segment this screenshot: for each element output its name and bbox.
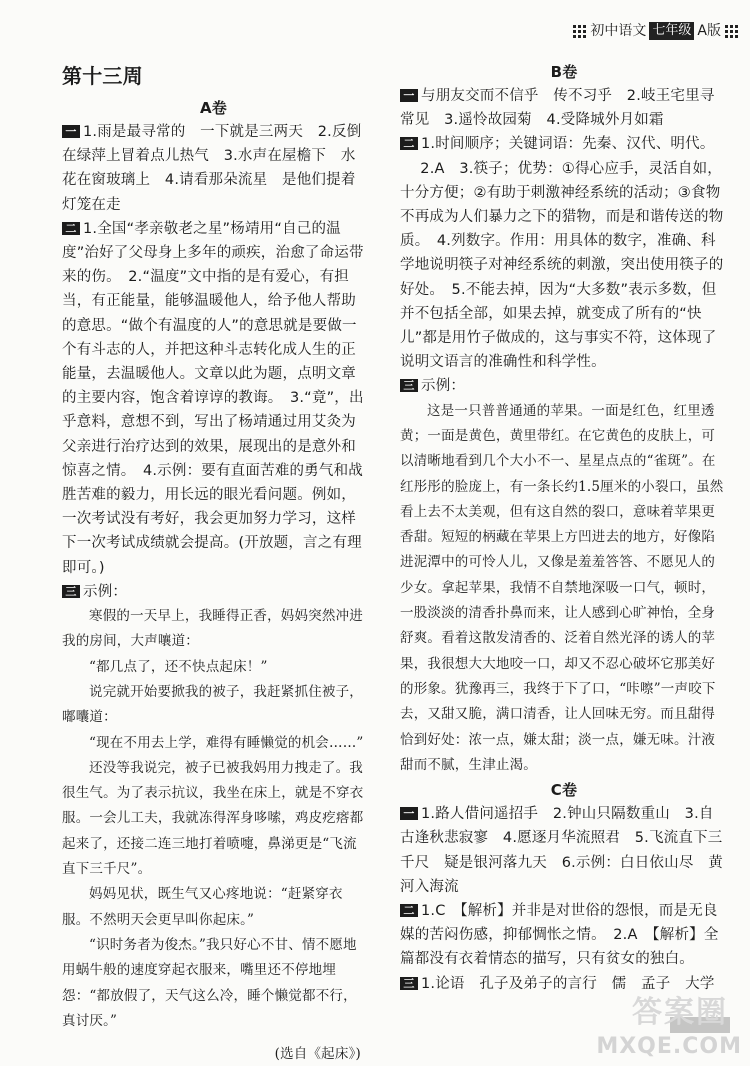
volume-a-title: A卷 xyxy=(199,99,227,117)
header-edition: A版 xyxy=(697,23,721,39)
answer-section-c2 xyxy=(400,899,728,972)
essay-paragraph: 妈妈见状，既生气又心疼地说：“赶紧穿衣服。不然明天会更早叫你起床。” xyxy=(62,886,343,928)
answer-section-2 xyxy=(62,217,365,580)
watermark xyxy=(570,995,750,1065)
essay-paragraph: 说完就开始要掀我的被子，我赶紧抓住被子，嘟囔道： xyxy=(62,683,363,726)
answer-label: 示例： xyxy=(83,583,128,600)
section-number-badge: 三 xyxy=(62,585,80,598)
answer-text-cont: 2.A 3.筷子；优势：①得心应手，灵活自如，十分方便；②有助于刺激神经系统的活动；③食物不再成为人们暴力之下的猎物，而是和谐传送的物质。 4.列数字。作用：用具体的数字，准确、科学地说明筷子对神经系统的刺激，突出使用筷子的好处。 5.不能去掉，因为“大多数”表示多数，但并不包括全部，如果去掉，就变成了所有的“快儿”都是用竹子做成的，这与事实不符，这体现了说明文语言的准确性和科学性。 xyxy=(400,160,724,371)
volume-b-title: B卷 xyxy=(550,63,578,81)
answer-text: 1.路人借问遥招手 2.钟山只隔数重山 3.自古逢秋悲寂寥 4.愿逐月华流照君 5.飞流直下三千尺 疑是银河落九天 6.示例：白日依山尽 黄河入海流 xyxy=(400,806,723,895)
essay-paragraph: 这是一只普普通通的苹果。一面是红色，红里透黄；一面是黄色，黄里带红。在它黄色的皮肤上，可以清晰地看到几个大小不一、星星点点的“雀斑”。在红彤彤的脸庞上，有一条长约1.5厘米的小裂口，虽然看上去不太美观，但有这自然的裂口，意味着苹果更香甜。短短的柄藏在苹果上方凹进去的地方，好像陷进泥潭中的可怜人儿，又像是羞羞答答、不愿见人的少女。拿起苹果，我情不自禁地深吸一口气，顿时，一股淡淡的清香扑鼻而来，让人感到心旷神怡，全身舒爽。看着这散发清香的、泛着自然光泽的诱人的苹果，我很想大大地咬一口，却又不忍心破坏它那美好的形象。犹豫再三，我终于下了口，“咔嚓”一声咬下去，又甜又脆，满口清香，让人回味无穷。而且甜得恰到好处：浓一点，嫌太甜；淡一点，嫌无味。汁液甜而不腻，生津止渴。 xyxy=(400,402,724,773)
answer-section-3 xyxy=(62,580,365,604)
essay-paragraph: 寒假的一天早上，我睡得正香，妈妈突然冲进我的房间，大声嚷道： xyxy=(62,608,363,650)
dots-icon xyxy=(725,25,738,38)
answer-section-b3 xyxy=(400,374,728,398)
section-number-badge: 二 xyxy=(62,222,80,235)
answer-text: 1.时间顺序；关键词语：先秦、汉代、明代。 xyxy=(421,136,715,153)
answer-section-b2 xyxy=(400,132,728,156)
header-grade: 七年级 xyxy=(649,22,694,40)
answer-text: 1.C 【解析】并非是对世俗的怨恨，而是无良媒的苦闷伤感，抑郁惆怅之情。 2.A 【解析】全篇都没有衣着情态的描写，只有贫女的独白。 xyxy=(400,902,719,968)
answer-section-b1 xyxy=(400,84,728,132)
essay-paragraph: “识时务者为俊杰。”我只好心不甘、情不愿地用蜗牛般的速度穿起衣服来，嘴里还不停地埋怨：“都放假了，天气这么冷，睡个懒觉都不行，真讨厌。” xyxy=(62,936,357,1029)
left-column xyxy=(62,60,365,1066)
answer-text: 与朋友交而不信乎 传不习乎 2.岐王宅里寻常见 3.遥怜故园菊 4.受降城外月如霜 xyxy=(400,88,715,129)
section-number-badge: 一 xyxy=(400,89,418,102)
section-number-badge: 二 xyxy=(400,137,418,150)
answer-section-c1 xyxy=(400,802,728,899)
section-number-badge: 一 xyxy=(400,807,418,820)
essay-paragraph: “现在不用去上学，难得有睡懒觉的机会……” xyxy=(89,734,364,751)
essay-paragraph: 还没等我说完，被子已被我妈用力拽走了。我很生气。为了表示抗议，我坐在床上，就是不穿衣服。一会儿工夫，我就冻得浑身哆嗦，鸡皮疙瘩都起来了，还接二连三地打着喷嚏，鼻涕更是“飞流直下三千尺”。 xyxy=(62,759,364,878)
answer-label: 示例： xyxy=(421,378,466,395)
page-header xyxy=(569,20,742,42)
section-number-badge: 一 xyxy=(62,125,80,138)
right-column xyxy=(400,60,728,996)
watermark-logo: 答案圈 xyxy=(632,995,728,1030)
section-number-badge: 三 xyxy=(400,379,418,392)
watermark-url: MXQE.COM xyxy=(596,1034,742,1059)
apple-essay xyxy=(400,399,728,778)
answer-section-1 xyxy=(62,120,365,217)
answer-text: 1.论语 孔子及弟子的言行 儒 孟子 大学 xyxy=(421,975,715,992)
essay-source: (选自《起床》) xyxy=(274,1046,361,1063)
answer-text: 1.雨是最寻常的 一下就是三两天 2.反倒在绿萍上冒着点儿热气 3.水声在屋檐下 水花在窗玻璃上 4.请看那朵流星 是他们提着灯笼在走 xyxy=(62,124,362,213)
essay-paragraph: “都几点了，还不快点起床！” xyxy=(89,658,268,675)
answer-text: 1.全国“孝亲敬老之星”杨靖用“自己的温度”治好了父母身上多年的顽疾，治愈了命运带来的伤。 2.“温度”文中指的是有爱心，有担当，有正能量，能够温暖他人，给予他人帮助的意思。“做个有温度的人”的意思就是要做一个有斗志的人，并把这种斗志转化成人生的正能量，去温暖他人。文章以此为题，点明文章的主要内容，饱含着谆谆的教诲。 3.“竟”，出乎意料，意想不到，写出了杨靖通过用艾灸为父亲进行治疗达到的效果，展现出的是意外和惊喜之情。 4.示例：要有直面苦难的勇气和战胜苦难的毅力，用长远的眼光看问题。例如，一次考试没有考好，我会更加努力学习，这样下一次考试成绩就会提高。(开放题，言之有理即可。) xyxy=(62,220,364,576)
section-number-badge: 三 xyxy=(400,977,418,990)
dots-icon xyxy=(573,25,586,38)
header-subject: 初中语文 xyxy=(590,23,647,39)
week-title: 第十三周 xyxy=(62,64,143,88)
volume-c-title: C卷 xyxy=(550,781,578,800)
section-number-badge: 二 xyxy=(400,904,418,917)
sample-essay xyxy=(62,604,365,1034)
